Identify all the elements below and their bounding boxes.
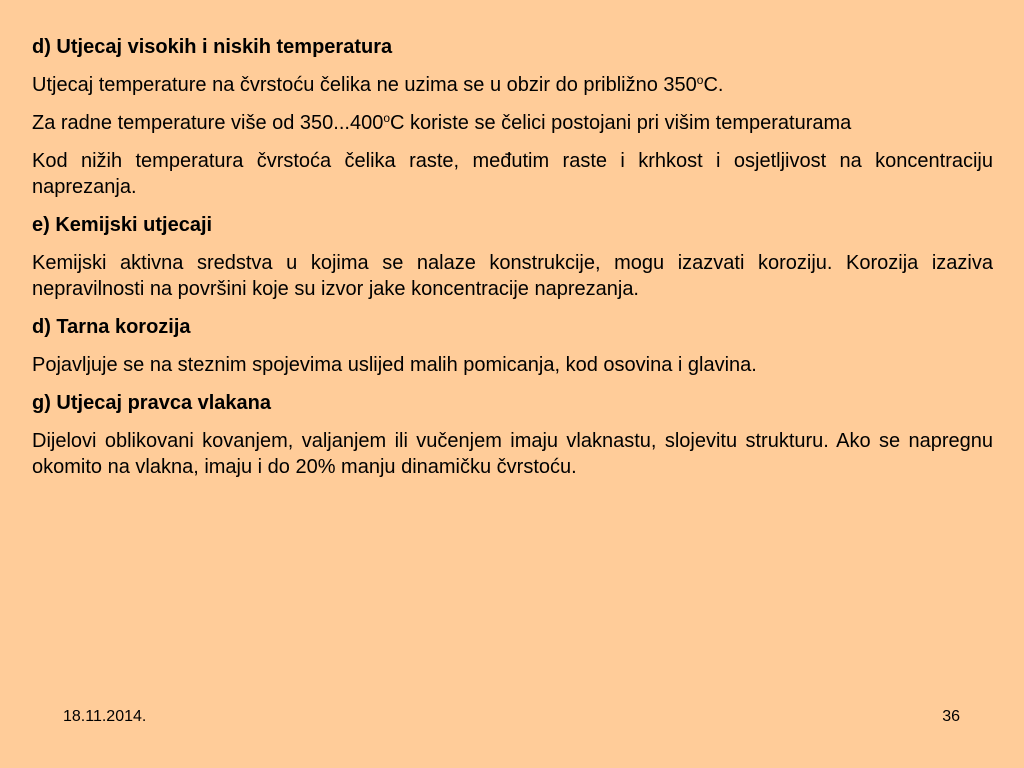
section-heading-fiber-direction: g) Utjecaj pravca vlakana — [32, 392, 272, 414]
section-heading-temperature: d) Utjecaj visokih i niskih temperatura — [32, 36, 393, 58]
paragraph-text-rest: C koriste se čelici postojani pri višim temperaturama — [390, 112, 852, 134]
footer-date: 18.11.2014. — [63, 708, 147, 725]
paragraph-fiber-direction: Dijelovi oblikovani kovanjem, valjanjem ili vučenjem imaju vlaknastu, slojevitu strukturu. Ako se napregnu okomito na vlakna, imaju i do 20% manju dinamičku čvrstoću. — [32, 430, 993, 478]
section-heading-chemical: e) Kemijski utjecaji — [32, 214, 213, 236]
paragraph-text: Za radne temperature više od 350...400 — [32, 112, 384, 134]
paragraph-chemical: Kemijski aktivna sredstva u kojima se nalaze konstrukcije, mogu izazvati koroziju. Korozija izaziva nepravilnosti na površini koje su izvor jake koncentracije naprezanja. — [32, 252, 993, 300]
degree-superscript: o — [383, 111, 391, 125]
paragraph-fretting: Pojavljuje se na steznim spojevima uslijed malih pomicanja, kod osovina i glavina. — [32, 354, 757, 376]
paragraph-text: Utjecaj temperature na čvrstoću čelika ne uzima se u obzir do približno 350 — [32, 74, 697, 96]
paragraph-low-temperature: Kod nižih temperatura čvrstoća čelika raste, međutim raste i krhkost i osjetljivost na koncentraciju naprezanja. — [32, 150, 993, 198]
slide-body — [32, 34, 993, 492]
degree-superscript: o — [696, 73, 704, 87]
paragraph-temperature-limit — [32, 72, 993, 98]
section-heading-fretting: d) Tarna korozija — [32, 316, 191, 338]
paragraph-high-temperature — [32, 110, 993, 136]
paragraph-text-unit: C. — [703, 74, 724, 96]
slide-number: 36 — [942, 708, 960, 725]
